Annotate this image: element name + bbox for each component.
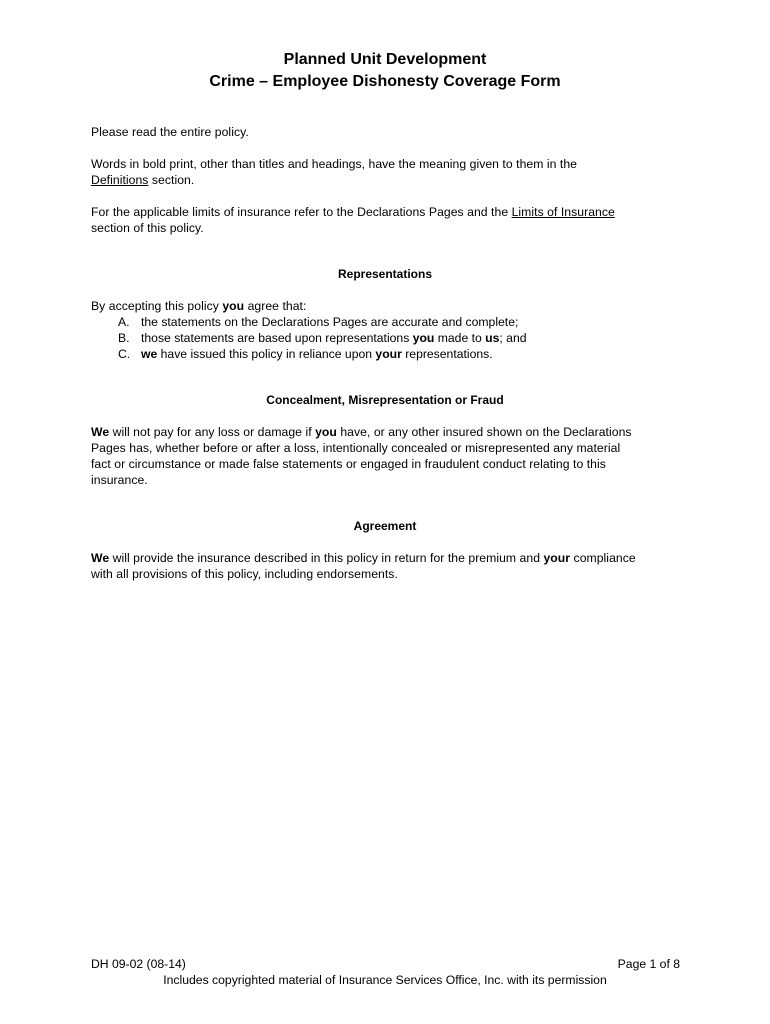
agreement-we: We (91, 551, 110, 565)
concealment-l4: insurance. (91, 473, 148, 487)
limits-paragraph (91, 204, 691, 236)
representation-item-part: representations. (401, 347, 493, 361)
bold-words-paragraph (91, 156, 691, 188)
limits-text-2: section of this policy. (91, 221, 204, 235)
representation-item (91, 314, 711, 330)
representation-item-part: have issued this policy in reliance upon (157, 347, 376, 361)
concealment-l2: Pages has, whether before or after a loss, intentionally concealed or misrepresented any material (91, 441, 621, 455)
read-policy-text: Please read the entire policy. (91, 125, 249, 139)
concealment-l1-b: have, or any other insured shown on the Declarations (336, 425, 632, 439)
representations-list (91, 314, 711, 362)
concealment-paragraph (91, 424, 691, 488)
representations-lead (91, 298, 691, 314)
representation-item-part: the statements on the Declarations Pages are accurate and complete; (141, 315, 519, 329)
representation-item-text (141, 330, 527, 346)
representation-item-part: made to (434, 331, 486, 345)
representations-heading: Representations (337, 267, 433, 281)
limits-of-insurance-link[interactable]: Limits of Insurance (511, 205, 615, 219)
representation-item-part: those statements are based upon representations (141, 331, 413, 345)
agreement-your: your (543, 551, 571, 565)
copyright-notice: Includes copyrighted material of Insurance Services Office, Inc. with its permission (163, 973, 607, 987)
concealment-we: We (91, 425, 110, 439)
representation-item (91, 346, 711, 362)
definitions-link[interactable]: Definitions (91, 173, 149, 187)
representation-item-part: us (485, 331, 500, 345)
representation-item-part: your (375, 347, 402, 361)
bold-words-text-2: section. (148, 173, 195, 187)
read-policy-paragraph (91, 124, 691, 140)
document-title-line-2: Crime – Employee Dishonesty Coverage Form (209, 73, 561, 90)
representations-lead-text-2: agree that: (244, 299, 307, 313)
form-number: DH 09-02 (08-14) (91, 957, 186, 971)
concealment-l1-a: will not pay for any loss or damage if (109, 425, 316, 439)
concealment-l3: fact or circumstance or made false statements or engaged in fraudulent conduct relating to this (91, 457, 606, 471)
agreement-heading: Agreement (353, 519, 417, 533)
agreement-l1-b: compliance (570, 551, 636, 565)
representation-item-part: ; and (499, 331, 527, 345)
document-title-line-1: Planned Unit Development (283, 51, 487, 68)
bold-words-text-1: Words in bold print, other than titles and headings, have the meaning given to them in the (91, 157, 577, 171)
limits-text-1: For the applicable limits of insurance refer to the Declarations Pages and the (91, 205, 512, 219)
representations-lead-bold: you (222, 299, 245, 313)
concealment-heading: Concealment, Misrepresentation or Fraud (266, 393, 504, 407)
representations-lead-text-1: By accepting this policy (91, 299, 223, 313)
page-number: Page 1 of 8 (617, 957, 680, 971)
representation-item-marker: B. (118, 331, 130, 345)
representation-item-part: we (141, 347, 158, 361)
representation-item-text (141, 314, 518, 330)
representation-item-marker: A. (118, 315, 130, 329)
representation-item-marker: C. (118, 347, 131, 361)
agreement-l1-a: will provide the insurance described in this policy in return for the premium and (109, 551, 544, 565)
agreement-paragraph (91, 550, 691, 582)
concealment-you: you (315, 425, 337, 439)
agreement-l2: with all provisions of this policy, including endorsements. (91, 567, 398, 581)
representation-item-text (141, 346, 493, 362)
representation-item-part: you (412, 331, 435, 345)
representation-item (91, 330, 711, 346)
